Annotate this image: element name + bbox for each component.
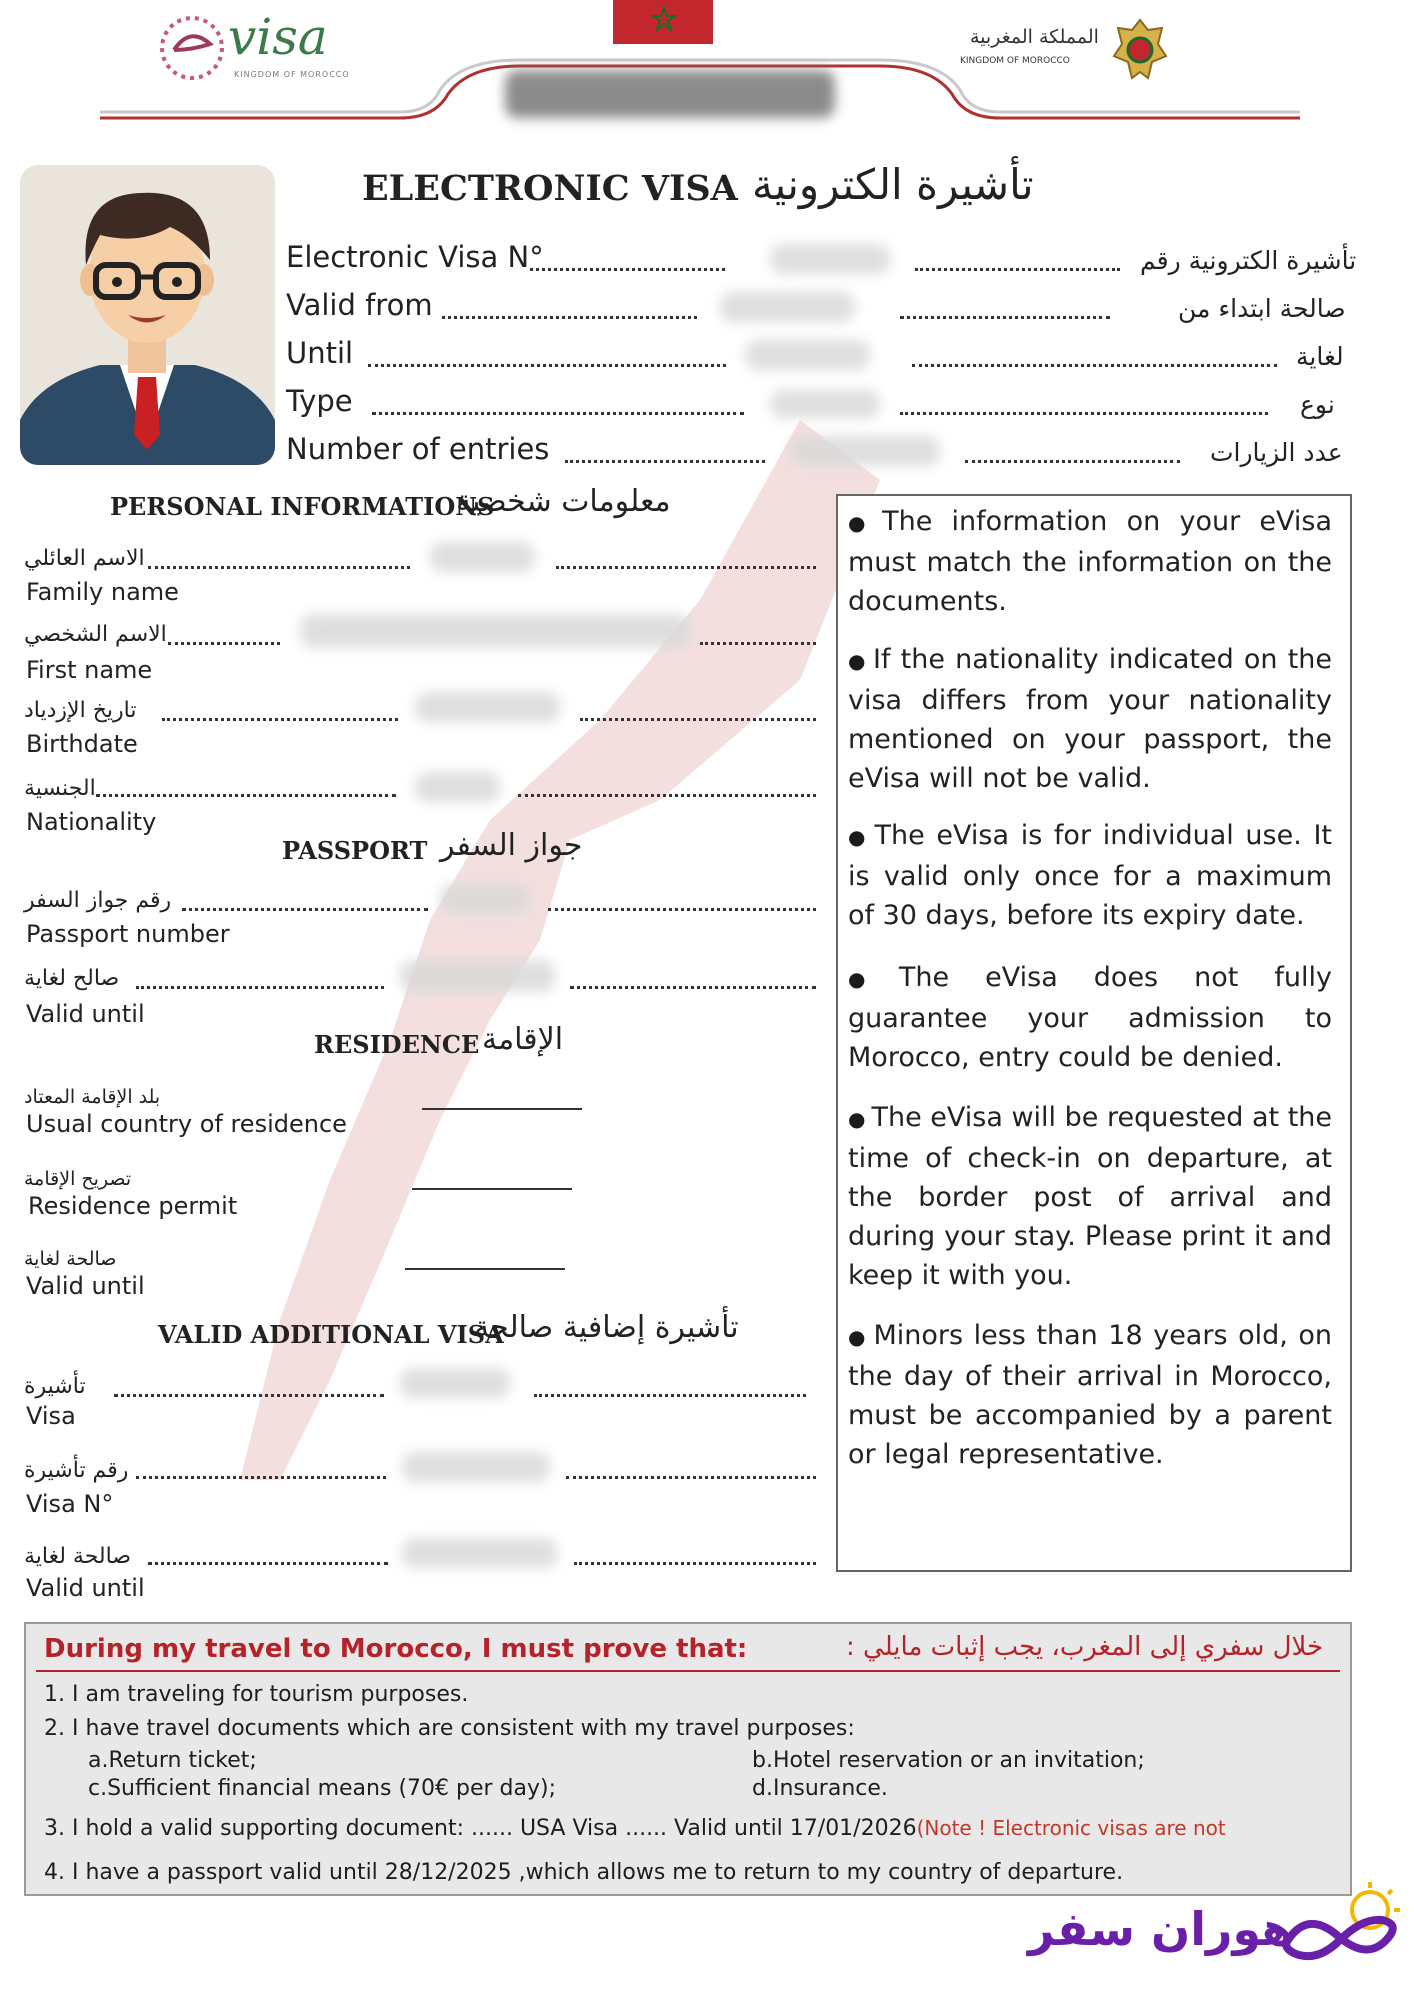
redacted-value — [790, 436, 940, 466]
bullet-icon: ● — [848, 825, 869, 849]
additional-valid-label: Valid until — [26, 1574, 145, 1602]
declaration-item-1: 1. I am traveling for tourism purposes. — [44, 1682, 469, 1707]
note-item: ● The information on your eVisa must match the information on the documents. — [848, 506, 1333, 617]
visa-number-label-ar: تأشيرة الكترونية رقم — [1140, 246, 1357, 275]
first-name-ar: الاسم الشخصي — [24, 622, 167, 647]
first-name-label: First name — [26, 656, 153, 684]
blank-line — [412, 1188, 572, 1190]
bullet-icon: ● — [848, 1325, 868, 1349]
declaration-heading: During my travel to Morocco, I must prove that: — [44, 1634, 748, 1664]
kingdom-en: KINGDOM OF MOROCCO — [960, 56, 1070, 66]
redacted-value — [770, 244, 890, 274]
residence-permit-ar: تصريح الإقامة — [24, 1168, 132, 1190]
family-name-label: Family name — [26, 578, 179, 606]
personal-heading: PERSONAL INFORMATIONS — [110, 492, 495, 521]
redacted-value — [415, 692, 560, 722]
blank-line — [405, 1268, 565, 1270]
item3-doc: ...... USA Visa ...... — [471, 1816, 668, 1841]
header-underline — [36, 1670, 1340, 1672]
note-item: ● The eVisa does not fully guarantee your admission to Morocco, entry could be denied. — [848, 962, 1332, 1073]
declaration-item-2b: b.Hotel reservation or an invitation; — [752, 1748, 1145, 1773]
personal-heading-ar: معلومات شخصية — [456, 484, 671, 519]
dotted-line — [700, 642, 816, 645]
redacted-value — [720, 292, 855, 322]
applicant-photo — [20, 165, 275, 465]
dotted-line — [580, 718, 816, 721]
dotted-line — [556, 566, 816, 569]
residence-permit-label: Residence permit — [28, 1192, 238, 1220]
note-item: ● The eVisa will be requested at the time of check-in on departure, at the border post of arrival and during your stay. Please print it and keep it with you. — [848, 1102, 1332, 1291]
redacted-value — [402, 1538, 557, 1568]
redacted-value — [300, 614, 690, 648]
dotted-line — [566, 1476, 816, 1479]
dotted-line — [530, 268, 725, 271]
passport-valid-ar: صالح لغاية — [24, 966, 120, 991]
morocco-flag — [613, 0, 713, 44]
additional-valid-ar: صالحة لغاية — [24, 1544, 132, 1569]
nationality-ar: الجنسية — [24, 776, 96, 801]
passport-number-label: Passport number — [26, 920, 230, 948]
dotted-line — [518, 794, 816, 797]
item3-valid: Valid until 17/01/2026 — [674, 1816, 917, 1841]
title-ar: تأشيرة الكترونية — [752, 160, 1034, 209]
dotted-line — [565, 460, 765, 463]
declaration-item-3 — [44, 1816, 1226, 1841]
passport-number-ar: رقم جواز السفر — [24, 888, 172, 913]
item3-note: (Note ! Electronic visas are not — [916, 1816, 1226, 1840]
dotted-line — [900, 412, 1268, 415]
dotted-line — [168, 642, 280, 645]
nationality-label: Nationality — [26, 808, 157, 836]
redacted-value — [400, 1368, 510, 1398]
brand-watermark — [1020, 1880, 1410, 1990]
dotted-line — [182, 908, 428, 911]
visa-ar: تأشيرة — [24, 1374, 86, 1399]
note-item: ● Minors less than 18 years old, on the day of their arrival in Morocco, must be accompanied by a parent or legal representative. — [848, 1320, 1333, 1470]
bullet-icon: ● — [848, 649, 868, 673]
dotted-line — [912, 364, 1277, 367]
redacted-value — [430, 542, 535, 572]
visa-label: Visa — [26, 1402, 76, 1430]
item3-prefix: 3. I hold a valid supporting document: — [44, 1816, 464, 1841]
logo-subtext: KINGDOM OF MOROCCO — [234, 70, 350, 79]
star-icon — [651, 6, 677, 32]
residence-heading: RESIDENCE — [314, 1030, 480, 1059]
declaration-item-2c: c.Sufficient financial means (70€ per day); — [88, 1776, 557, 1801]
dotted-line — [136, 986, 384, 989]
brand-text: هوران سفر — [1028, 1902, 1294, 1956]
passport-heading: PASSPORT — [282, 836, 428, 865]
blank-line — [422, 1108, 582, 1110]
valid-from-label: Valid from — [286, 288, 433, 322]
birthdate-label: Birthdate — [26, 730, 138, 758]
dotted-line — [368, 364, 726, 367]
notes-box — [836, 494, 1352, 1572]
kingdom-ar: المملكة المغربية — [970, 26, 1099, 48]
entries-label-ar: عدد الزيارات — [1210, 438, 1343, 467]
declaration-item-4: 4. I have a passport valid until 28/12/2025 ,which allows me to return to my country of departure. — [44, 1860, 1124, 1885]
dotted-line — [548, 908, 816, 911]
dotted-line — [442, 316, 697, 319]
note-item: ● The eVisa is for individual use. It is valid only once for a maximum of 30 days, before its expiry date. — [848, 820, 1333, 931]
residence-valid-ar: صالحة لغاية — [24, 1248, 117, 1270]
coat-of-arms-icon — [1108, 16, 1172, 86]
dotted-line — [96, 794, 396, 797]
avatar-icon — [20, 165, 275, 465]
redacted-value — [415, 772, 500, 802]
dotted-line — [900, 316, 1110, 319]
dotted-line — [534, 1394, 806, 1397]
residence-valid-label: Valid until — [26, 1272, 145, 1300]
visa-number-label: Visa N° — [26, 1490, 114, 1518]
visa-number-label: Electronic Visa N° — [286, 240, 544, 274]
redacted-value — [400, 960, 555, 992]
declaration-item-2d: d.Insurance. — [752, 1776, 888, 1801]
redacted-value — [745, 340, 870, 370]
declaration-heading-ar: خلال سفري إلى المغرب، يجب إثبات مايلي : — [846, 1632, 1324, 1662]
dotted-line — [965, 460, 1180, 463]
type-label: Type — [286, 384, 353, 418]
logo-text: visa — [228, 8, 328, 66]
dotted-line — [570, 986, 816, 989]
bullet-icon: ● — [848, 967, 893, 991]
entries-label: Number of entries — [286, 432, 550, 466]
dotted-line — [148, 1562, 388, 1565]
type-label-ar: نوع — [1300, 390, 1335, 419]
passport-heading-ar: جواز السفر — [440, 828, 583, 863]
valid-from-label-ar: صالحة ابتداء من — [1178, 294, 1346, 323]
dotted-line — [372, 412, 744, 415]
declaration-item-2a: a.Return ticket; — [88, 1748, 257, 1773]
brand-logo-icon — [1278, 1880, 1406, 1980]
until-label: Until — [286, 336, 354, 370]
title-en: ELECTRONIC VISA — [362, 168, 738, 209]
residence-country-ar: بلد الإقامة المعتاد — [24, 1086, 161, 1108]
redacted-value — [770, 390, 880, 418]
dotted-line — [162, 718, 398, 721]
dotted-line — [574, 1562, 816, 1565]
passport-valid-label: Valid until — [26, 1000, 145, 1028]
declaration-item-2: 2. I have travel documents which are consistent with my travel purposes: — [44, 1716, 855, 1741]
family-name-ar: الاسم العائلي — [24, 546, 145, 571]
declaration-box — [24, 1622, 1352, 1896]
note-item: ● If the nationality indicated on the visa differs from your nationality mentioned on your passport, the eVisa will not be valid. — [848, 644, 1332, 794]
residence-heading-ar: الإقامة — [482, 1022, 564, 1057]
redacted-header-name — [505, 70, 835, 118]
residence-country-label: Usual country of residence — [26, 1110, 347, 1138]
bullet-icon: ● — [848, 1107, 866, 1131]
birthdate-ar: تاريخ الإزدياد — [24, 698, 137, 723]
additional-visa-heading: VALID ADDITIONAL VISA — [158, 1320, 504, 1349]
dotted-line — [136, 1476, 386, 1479]
additional-visa-heading-ar: تأشيرة إضافية صالحة — [474, 1310, 739, 1345]
bullet-icon: ● — [848, 511, 877, 535]
dotted-line — [148, 566, 410, 569]
redacted-value — [402, 1452, 550, 1482]
dotted-line — [915, 268, 1120, 271]
dotted-line — [114, 1394, 384, 1397]
redacted-value — [440, 884, 530, 914]
visa-number-ar: رقم تأشيرة — [24, 1458, 129, 1483]
until-label-ar: لغاية — [1296, 342, 1344, 371]
